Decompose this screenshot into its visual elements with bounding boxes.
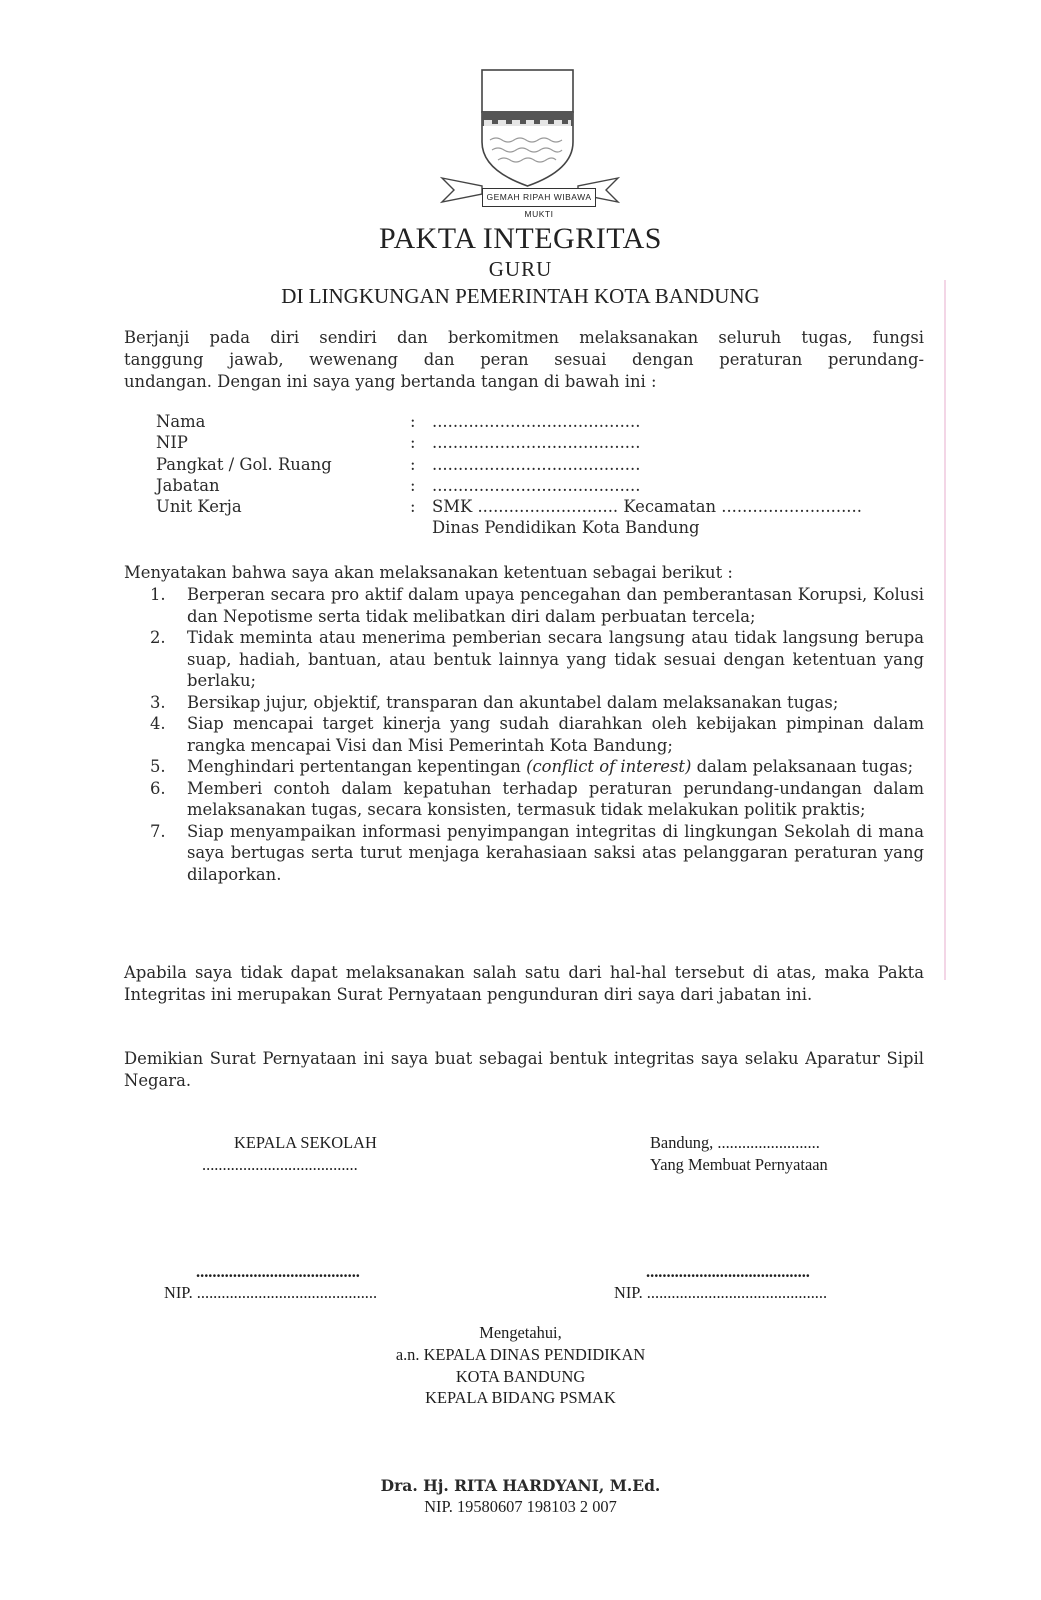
approval-line-2: a.n. KEPALA DINAS PENDIDIKAN xyxy=(395,1345,646,1364)
approver-name: Dra. Hj. RITA HARDYANI, M.Ed. xyxy=(380,1476,661,1495)
commitment-list xyxy=(124,584,924,885)
field-label-jabatan: Jabatan xyxy=(156,476,220,495)
field-colon: : xyxy=(410,433,416,452)
list-item xyxy=(124,584,924,627)
right-signer-name-line: ........................................ xyxy=(646,1262,810,1281)
closing-paragraph-1: Apabila saya tidak dapat melaksanakan salah satu dari hal-hal tersebut di atas, maka Pakta Integritas ini merupakan Surat Pernyataan pengunduran diri saya dari jabatan ini. xyxy=(124,963,924,1004)
closing-paragraph-2: Demikian Surat Pernyataan ini saya buat sebagai bentuk integritas saya selaku Aparatur Sipil Negara. xyxy=(124,1049,924,1090)
field-label-nip: NIP xyxy=(156,433,188,452)
field-label-nama: Nama xyxy=(156,412,206,431)
field-value-nama: ........................................ xyxy=(432,412,641,431)
list-item-number: 2. xyxy=(150,628,166,647)
list-item xyxy=(124,756,924,778)
list-item-text-part: Menghindari pertentangan kepentingan xyxy=(187,757,527,776)
list-item-text: Memberi contoh dalam kepatuhan terhadap peraturan perundang-undangan dalam melaksanakan tugas, secara konsisten, termasuk tidak melakukan politik praktis; xyxy=(187,778,924,819)
left-signer-title: KEPALA SEKOLAH xyxy=(234,1133,377,1152)
field-label-unit-kerja: Unit Kerja xyxy=(156,497,242,516)
list-item xyxy=(124,821,924,886)
intro-line-2: tanggung jawab, wewenang dan peran sesuai dengan peraturan perundang- xyxy=(124,350,924,369)
list-item xyxy=(124,692,924,714)
list-item xyxy=(124,778,924,821)
scan-edge-mark xyxy=(944,280,946,980)
left-signer-nip: NIP. ............................................ xyxy=(164,1283,378,1302)
approver-nip: NIP. 19580607 198103 2 007 xyxy=(424,1497,617,1516)
document-subtitle: GURU xyxy=(488,257,553,281)
list-item xyxy=(124,713,924,756)
field-colon: : xyxy=(410,497,416,516)
list-item-number: 3. xyxy=(150,692,166,712)
field-value-unit-kerja-line2: Dinas Pendidikan Kota Bandung xyxy=(432,518,700,537)
list-item-italic-term: (conflict of interest) xyxy=(526,757,692,776)
field-value-unit-kerja: SMK ........................... Kecamatan ........................... xyxy=(432,497,862,516)
statement-intro: Menyatakan bahwa saya akan melaksanakan ketentuan sebagai berikut : xyxy=(124,563,733,582)
field-colon: : xyxy=(410,455,416,474)
right-signer-title: Yang Membuat Pernyataan xyxy=(650,1155,828,1174)
list-item-text-part: dalam pelaksanaan tugas; xyxy=(691,757,914,776)
list-item-text: Siap menyampaikan informasi penyimpangan integritas di lingkungan Sekolah di mana saya bertugas serta turut menjaga kerahasiaan saksi atas pelanggaran peraturan yang dilaporkan. xyxy=(187,821,924,884)
field-colon: : xyxy=(410,476,416,495)
list-item-text xyxy=(187,756,924,778)
intro-line-1: Berjanji pada diri sendiri dan berkomitmen melaksanakan seluruh tugas, fungsi xyxy=(124,328,924,347)
signing-place-date: Bandung, ......................... xyxy=(650,1133,820,1152)
right-signer-nip: NIP. ............................................ xyxy=(614,1283,828,1302)
approval-line-3: KOTA BANDUNG xyxy=(455,1367,586,1386)
list-item-text: Berperan secara pro aktif dalam upaya pencegahan dan pemberantasan Korupsi, Kolusi dan Nepotisme serta tidak melibatkan diri dalam perbuatan tercela; xyxy=(187,585,924,626)
list-item-number: 6. xyxy=(150,778,166,798)
approval-line-1: Mengetahui, xyxy=(479,1323,562,1342)
field-label-pangkat: Pangkat / Gol. Ruang xyxy=(156,455,332,474)
city-motto-ribbon: GEMAH RIPAH WIBAWA MUKTI xyxy=(482,188,596,207)
field-colon: : xyxy=(410,412,416,431)
list-item-number: 1. xyxy=(150,585,166,604)
list-item-number: 5. xyxy=(150,757,166,776)
list-item-text: Siap mencapai target kinerja yang sudah diarahkan oleh kebijakan pimpinan dalam rangka mencapai Visi dan Misi Pemerintah Kota Bandung; xyxy=(187,714,924,755)
list-item xyxy=(124,627,924,692)
document-title: PAKTA INTEGRITAS xyxy=(379,222,662,255)
left-signer-dots: ...................................... xyxy=(202,1155,358,1174)
document-scope: DI LINGKUNGAN PEMERINTAH KOTA BANDUNG xyxy=(281,284,760,308)
list-item-text: Bersikap jujur, objektif, transparan dan akuntabel dalam melaksanakan tugas; xyxy=(187,692,839,712)
list-item-number: 4. xyxy=(150,714,166,733)
field-value-jabatan: ........................................ xyxy=(432,476,641,495)
bandung-city-emblem-icon xyxy=(440,68,640,208)
list-item-text: Tidak meminta atau menerima pemberian secara langsung atau tidak langsung berupa suap, hadiah, bantuan, atau bentuk lainnya yang tidak sesuai dengan ketentuan yang berlaku; xyxy=(187,628,924,690)
approval-line-4: KEPALA BIDANG PSMAK xyxy=(425,1388,616,1407)
field-value-pangkat: ........................................ xyxy=(432,455,641,474)
left-signer-name-line: ........................................ xyxy=(196,1262,360,1281)
list-item-number: 7. xyxy=(150,821,166,841)
field-value-nip: ........................................ xyxy=(432,433,641,452)
intro-line-3: undangan. Dengan ini saya yang bertanda tangan di bawah ini : xyxy=(124,372,657,391)
